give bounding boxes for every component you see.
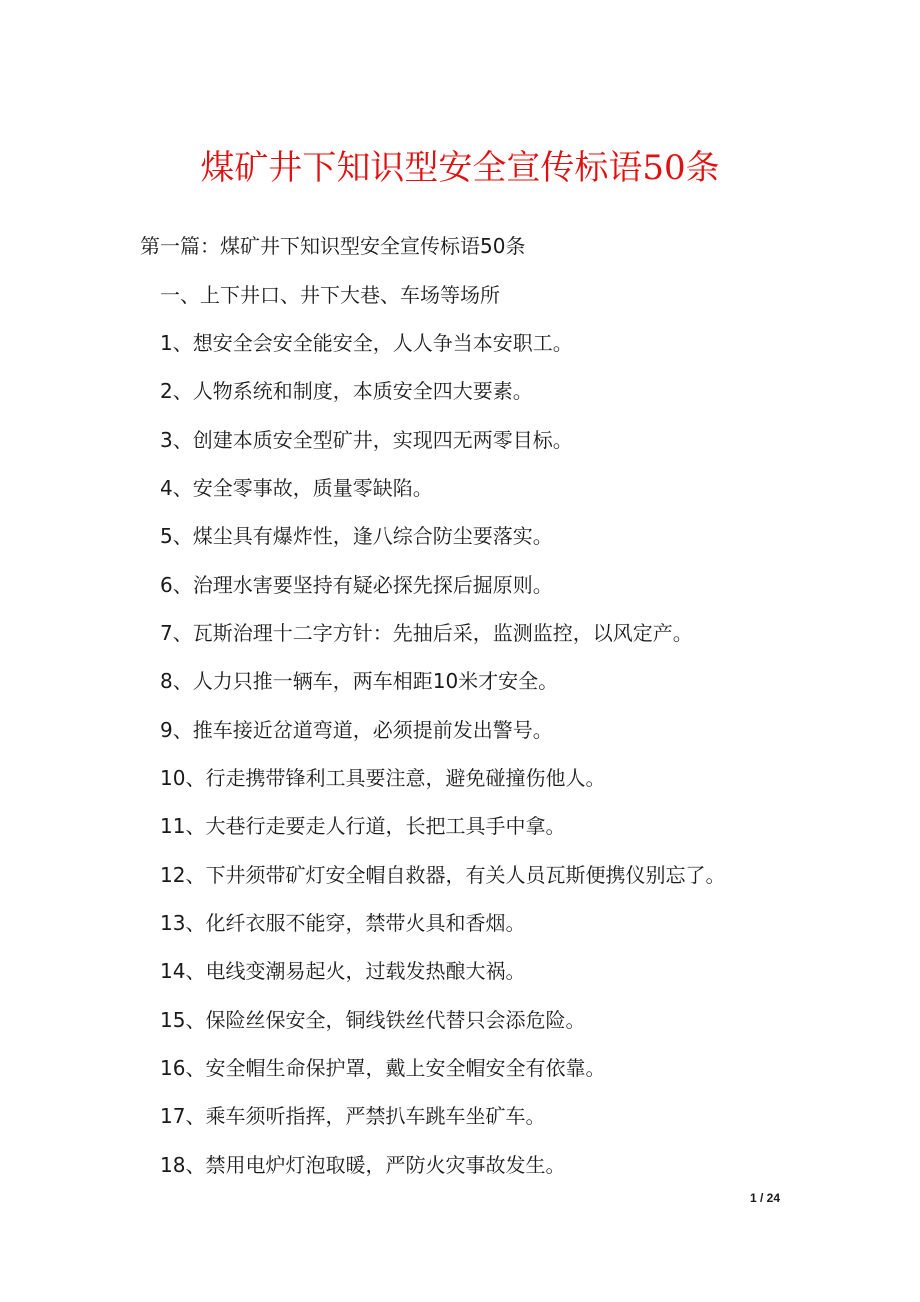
- list-item: 1、想安全会安全能安全，人人争当本安职工。: [160, 331, 573, 355]
- list-item: 3、创建本质安全型矿井，实现四无两零目标。: [160, 428, 573, 452]
- list-item: 6、治理水害要坚持有疑必探先探后掘原则。: [160, 573, 553, 597]
- list-item: 15、保险丝保安全，铜线铁丝代替只会添危险。: [160, 1008, 586, 1032]
- section-heading: 第一篇：煤矿井下知识型安全宣传标语50条: [140, 234, 526, 258]
- list-item: 14、电线变潮易起火，过载发热酿大祸。: [160, 959, 526, 983]
- list-item: 17、乘车须听指挥，严禁扒车跳车坐矿车。: [160, 1104, 546, 1128]
- list-item: 16、安全帽生命保护罩，戴上安全帽安全有依靠。: [160, 1056, 606, 1080]
- list-item: 11、大巷行走要走人行道，长把工具手中拿。: [160, 814, 566, 838]
- list-item: 4、安全零事故，质量零缺陷。: [160, 476, 433, 500]
- list-item: 10、行走携带锋利工具要注意，避免碰撞伤他人。: [160, 766, 606, 790]
- list-item: 12、下井须带矿灯安全帽自救器，有关人员瓦斯便携仪别忘了。: [160, 863, 726, 887]
- list-item: 5、煤尘具有爆炸性，逢八综合防尘要落实。: [160, 524, 553, 548]
- list-item: 2、人物系统和制度，本质安全四大要素。: [160, 379, 533, 403]
- list-item: 9、推车接近岔道弯道，必须提前发出警号。: [160, 718, 553, 742]
- page-number: 1 / 24: [749, 1191, 781, 1205]
- list-item: 7、瓦斯治理十二字方针：先抽后采，监测监控，以风定产。: [160, 621, 693, 645]
- subsection-heading: 一、上下井口、井下大巷、车场等场所: [160, 283, 500, 307]
- list-item: 13、化纤衣服不能穿，禁带火具和香烟。: [160, 911, 526, 935]
- list-item: 18、禁用电炉灯泡取暖，严防火灾事故发生。: [160, 1153, 566, 1177]
- list-item: 8、人力只推一辆车，两车相距10米才安全。: [160, 669, 559, 693]
- page-title: 煤矿井下知识型安全宣传标语50条: [200, 148, 720, 188]
